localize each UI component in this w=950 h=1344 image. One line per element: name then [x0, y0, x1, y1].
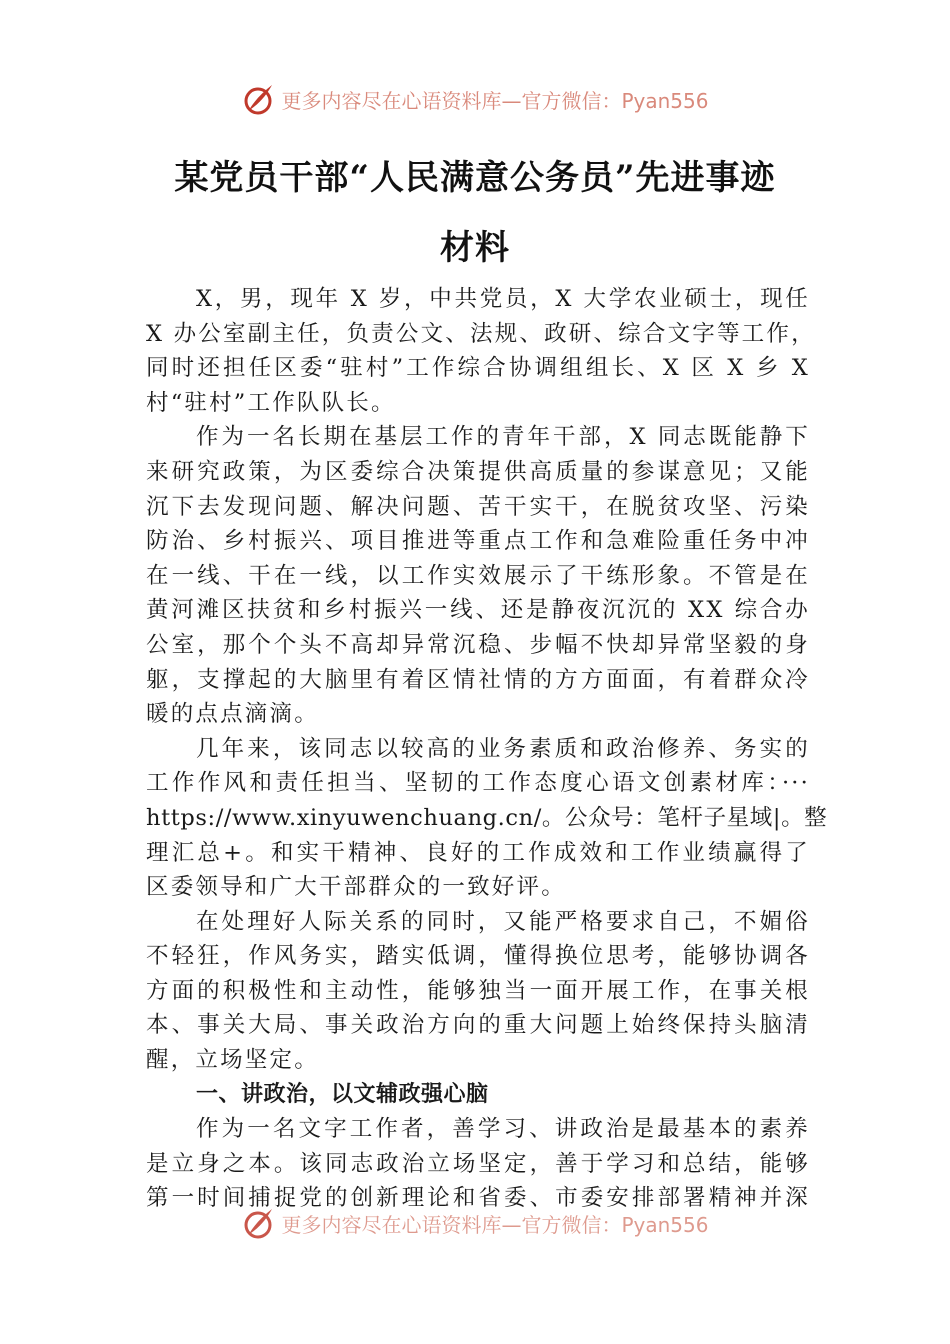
section-heading: 一、讲政治，以文辅政强心脑	[196, 1081, 489, 1107]
body-line: X 办公室副主任，负责公文、法规、政研、综合文字等工作，	[146, 320, 816, 347]
body-line: 方面的积极性和主动性，能够独当一面开展工作，在事关根	[146, 977, 810, 1004]
body-line: 不轻狂，作风务实，踏实低调，懂得换位思考，能够协调各	[146, 943, 810, 970]
body-line: 暖的点点滴滴。	[146, 701, 319, 728]
watermark-header	[0, 82, 950, 122]
body-line: 公室，那个个头不高却异常沉稳、步幅不快却异常坚毅的身	[146, 631, 810, 658]
body-line: 是立身之本。该同志政治立场坚定，善于学习和总结，能够	[146, 1150, 810, 1177]
body-line: 同时还担任区委“驻村”工作综合协调组组长、X 区 X 乡 X	[146, 355, 810, 382]
watermark-text: 更多内容尽在心语资料库—官方微信：Pyan556	[281, 1212, 709, 1237]
document-body	[146, 282, 828, 1216]
feather-logo-icon	[241, 1206, 275, 1240]
body-line: 区委领导和广大干部群众的一致好评。	[146, 874, 566, 901]
body-line: X，男，现年 X 岁，中共党员，X 大学农业硕士，现任	[196, 286, 810, 312]
body-line: 理汇总+。和实干精神、良好的工作成效和工作业绩赢得了	[146, 839, 810, 866]
body-line: 村“驻村”工作队队长。	[146, 389, 396, 416]
watermark-text: 更多内容尽在心语资料库—官方微信：Pyan556	[281, 88, 709, 113]
body-line: 沉下去发现问题、解决问题、苦干实干，在脱贫攻坚、污染	[146, 493, 810, 520]
body-line: 本、事关大局、事关政治方向的重大问题上始终保持头脑清	[146, 1012, 810, 1039]
body-line: 在处理好人际关系的同时，又能严格要求自己，不媚俗	[196, 908, 810, 935]
body-line: 作为一名长期在基层工作的青年干部，X 同志既能静下	[196, 424, 810, 451]
body-line: 几年来，该同志以较高的业务素质和政治修养、务实的	[196, 735, 810, 762]
body-line: 作为一名文字工作者，善学习、讲政治是最基本的素养	[196, 1116, 810, 1143]
body-line: 工作作风和责任担当、坚韧的工作态度心语文创素材库：···	[146, 770, 810, 797]
document-title-line-1: 某党员干部“人民满意公务员”先进事迹	[174, 158, 776, 198]
body-line: 醒，立场坚定。	[146, 1047, 319, 1074]
body-line: 黄河滩区扶贫和乡村振兴一线、还是静夜沉沉的 XX 综合办	[146, 597, 810, 624]
body-line: 来研究政策，为区委综合决策提供高质量的参谋意见；又能	[146, 458, 810, 485]
document-title-line-2: 材料	[440, 228, 510, 268]
feather-logo-icon	[241, 82, 275, 116]
watermark-footer	[0, 1206, 950, 1246]
body-line: 躯，支撑起的大脑里有着区情社情的方方面面，有着群众冷	[146, 666, 810, 693]
body-line: 在一线、干在一线，以工作实效展示了干练形象。不管是在	[146, 562, 810, 589]
body-line: https://www.xinyuwenchuang.cn/。公众号：笔杆子星域|。整	[146, 804, 828, 831]
body-line: 防治、乡村振兴、项目推进等重点工作和急难险重任务中冲	[146, 528, 810, 555]
body-line: 第一时间捕捉党的创新理论和省委、市委安排部署精神并深	[146, 1185, 810, 1212]
